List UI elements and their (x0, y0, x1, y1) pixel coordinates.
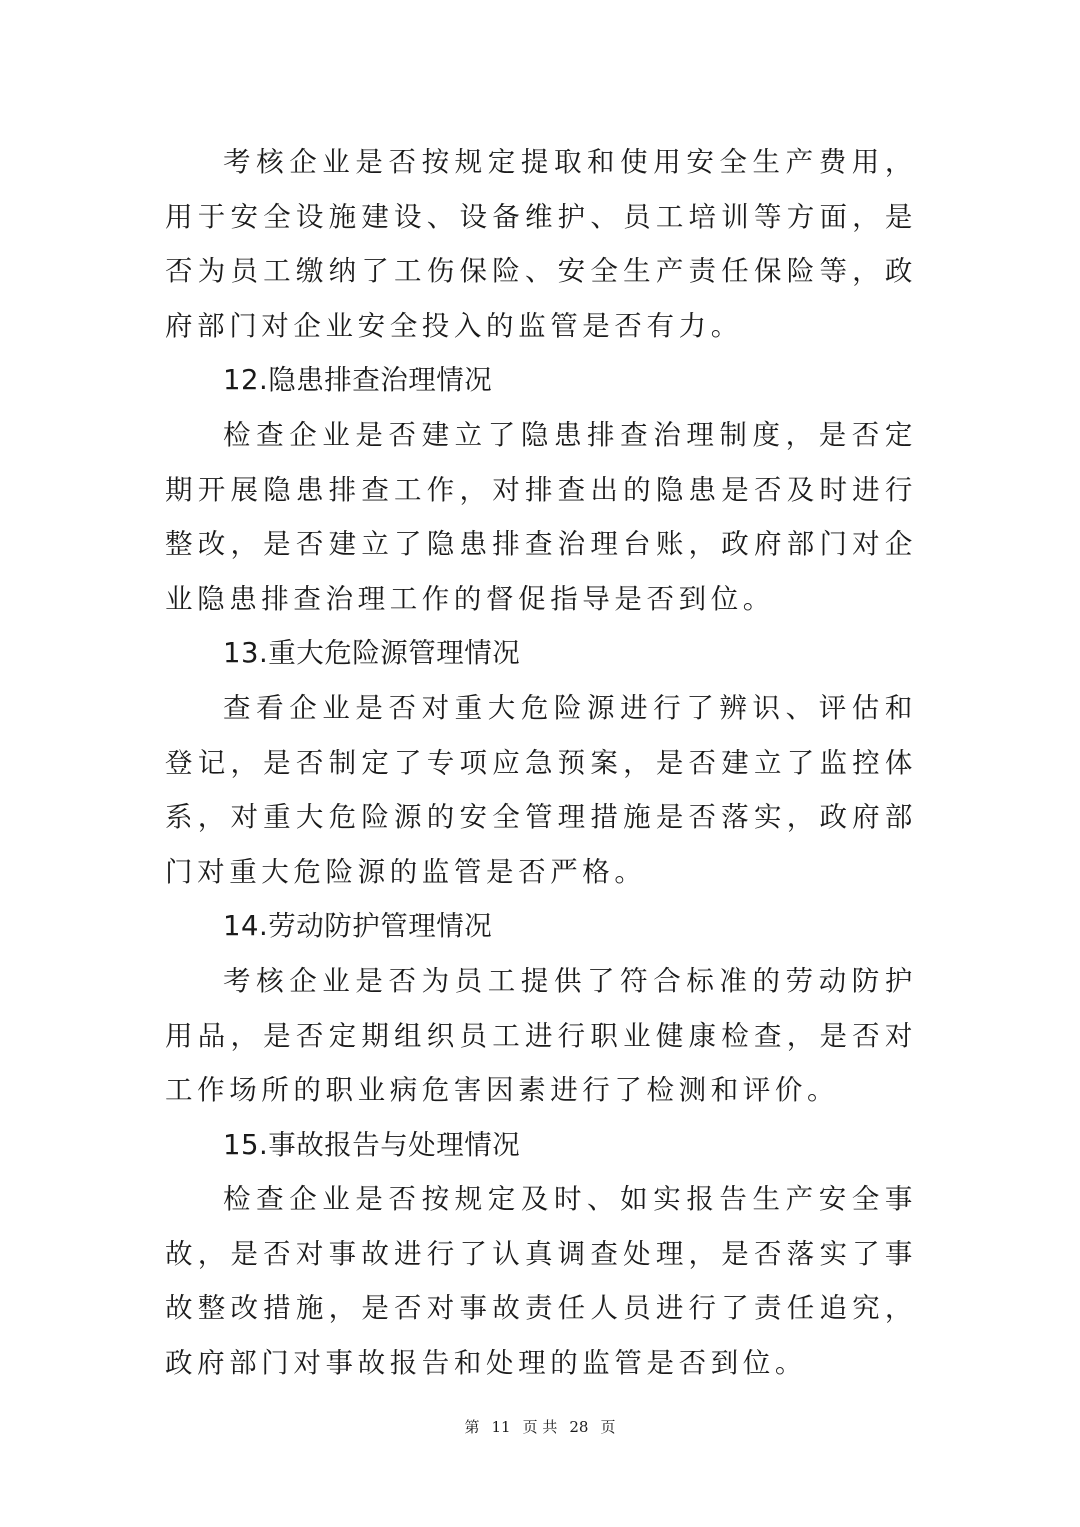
heading-hazard-inspection: 12.隐患排查治理情况 (223, 364, 493, 397)
paragraph-hazard-inspection: 检查企业是否建立了隐患排查治理制度，是否定期开展隐患排查工作，对排查出的隐患是否及时进行整改，是否建立了隐患排查治理台账，政府部门对企业隐患排查治理工作的督促指导是否到位。 (165, 418, 917, 615)
paragraph-accident-reporting: 检查企业是否按规定及时、如实报告生产安全事故，是否对事故进行了认真调查处理，是否落实了事故整改措施，是否对事故责任人员进行了责任追究，政府部门对事故报告和处理的监管是否到位。 (165, 1183, 917, 1380)
heading-labor-protection: 14.劳动防护管理情况 (223, 910, 493, 943)
heading-major-hazard-source: 13.重大危险源管理情况 (223, 637, 521, 670)
paragraph-major-hazard-source: 查看企业是否对重大危险源进行了辨识、评估和登记，是否制定了专项应急预案，是否建立了监控体系，对重大危险源的安全管理措施是否落实，政府部门对重大危险源的监管是否严格。 (165, 691, 917, 888)
footer-total-pages: 28 (569, 1418, 589, 1436)
document-body (165, 135, 917, 1391)
footer-suffix: 页 (600, 1418, 616, 1436)
page-footer (0, 1416, 1080, 1437)
heading-accident-reporting: 15.事故报告与处理情况 (223, 1128, 521, 1161)
paragraph-safety-investment: 考核企业是否按规定提取和使用安全生产费用，用于安全设施建设、设备维护、员工培训等方面，是否为员工缴纳了工伤保险、安全生产责任保险等，政府部门对企业安全投入的监管是否有力。 (165, 146, 917, 342)
footer-middle: 页 共 (522, 1418, 558, 1436)
footer-prefix: 第 (464, 1418, 480, 1436)
footer-current-page: 11 (491, 1418, 511, 1436)
paragraph-labor-protection: 考核企业是否为员工提供了符合标准的劳动防护用品，是否定期组织员工进行职业健康检查，是否对工作场所的职业病危害因素进行了检测和评价。 (165, 964, 917, 1107)
